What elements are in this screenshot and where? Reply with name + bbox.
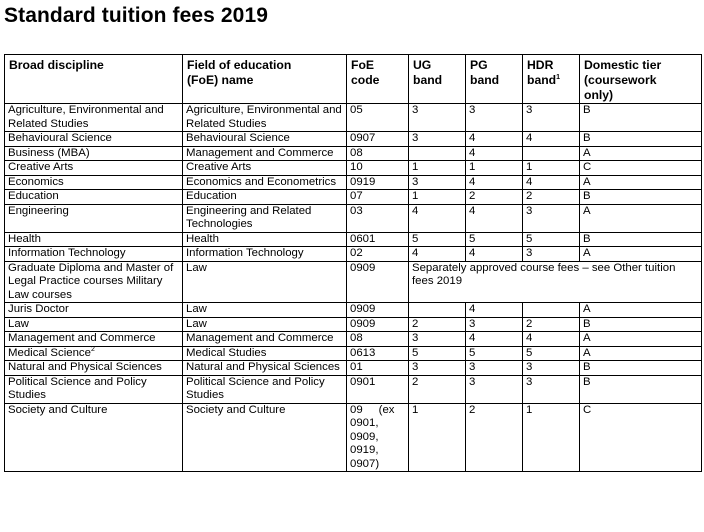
table-row (5, 104, 702, 132)
broad-discipline-cell (5, 247, 183, 262)
field-of-education-cell: Agriculture, Environmental and Related Studies (183, 104, 347, 132)
domestic-tier-cell: B (580, 361, 702, 376)
broad-discipline-text: Information Technology (8, 247, 126, 259)
table-body (5, 104, 702, 472)
table-row (5, 303, 702, 318)
field-of-education-cell: Engineering and Related Technologies (183, 204, 347, 232)
fees-table (4, 54, 702, 472)
table-row (5, 361, 702, 376)
broad-discipline-cell (5, 161, 183, 176)
broad-discipline-text: Society and Culture (8, 403, 108, 416)
broad-discipline-text: Business (MBA) (8, 146, 90, 159)
hdr-band-cell: 2 (523, 190, 580, 205)
broad-discipline-text: Law (8, 317, 29, 330)
broad-discipline-cell (5, 104, 183, 132)
domestic-tier-cell: A (580, 146, 702, 161)
header-foe-code: FoE code (347, 55, 409, 104)
table-row (5, 247, 702, 262)
broad-discipline-text: Graduate Diploma and Master of Legal Practice courses Military Law courses (8, 261, 174, 301)
field-of-education-cell: Political Science and Policy Studies (183, 375, 347, 403)
ug-band-cell: 4 (409, 247, 466, 262)
footnote-marker: 2 (90, 345, 95, 353)
field-of-education-cell: Economics and Econometrics (183, 175, 347, 190)
table-row (5, 204, 702, 232)
header-domestic-tier: Domestic tier (coursework only) (580, 55, 702, 104)
broad-discipline-cell (5, 190, 183, 205)
table-row (5, 332, 702, 347)
table-row (5, 161, 702, 176)
ug-band-cell: 3 (409, 104, 466, 132)
broad-discipline-text: Political Science and Policy Studies (8, 375, 147, 401)
foe-code-cell: 0909 (347, 317, 409, 332)
broad-discipline-text: Economics (8, 175, 64, 188)
domestic-tier-cell: C (580, 161, 702, 176)
domestic-tier-cell: A (580, 303, 702, 318)
domestic-tier-cell: A (580, 175, 702, 190)
broad-discipline-text: Behavioural Science (8, 132, 112, 144)
foe-code-cell (347, 403, 409, 472)
pg-band-cell: 3 (466, 317, 523, 332)
broad-discipline-text: Agriculture, Environmental and Related Studies (8, 104, 164, 130)
header-row (5, 55, 702, 104)
broad-discipline-cell (5, 332, 183, 347)
hdr-band-cell: 4 (523, 332, 580, 347)
hdr-band-cell: 3 (523, 104, 580, 132)
field-of-education-cell: Law (183, 261, 347, 303)
broad-discipline-cell (5, 375, 183, 403)
table-header (5, 55, 702, 104)
broad-discipline-cell (5, 361, 183, 376)
pg-band-cell: 4 (466, 146, 523, 161)
broad-discipline-text: Medical Science (8, 346, 91, 359)
field-of-education-cell: Health (183, 232, 347, 247)
broad-discipline-cell (5, 232, 183, 247)
foe-code-cell: 10 (347, 161, 409, 176)
ug-band-cell: 3 (409, 132, 466, 147)
foe-code-cell: 0909 (347, 261, 409, 303)
ug-band-cell: 1 (409, 190, 466, 205)
table-row (5, 146, 702, 161)
field-of-education-cell: Law (183, 303, 347, 318)
table-row (5, 317, 702, 332)
foe-code-part: 0907) (350, 457, 380, 470)
field-of-education-cell: Society and Culture (183, 403, 347, 472)
broad-discipline-cell (5, 303, 183, 318)
pg-band-cell: 4 (466, 175, 523, 190)
page-title: Standard tuition fees 2019 (4, 4, 269, 27)
header-hdr-band: HDR band$^1$ (523, 55, 580, 104)
hdr-band-cell (523, 146, 580, 161)
domestic-tier-cell: A (580, 346, 702, 361)
broad-discipline-cell (5, 146, 183, 161)
table-row (5, 175, 702, 190)
hdr-band-cell: 4 (523, 175, 580, 190)
broad-discipline-cell (5, 346, 183, 361)
ug-band-cell: 1 (409, 403, 466, 472)
domestic-tier-cell: A (580, 204, 702, 232)
broad-discipline-cell (5, 317, 183, 332)
field-of-education-cell: Information Technology (183, 247, 347, 262)
ug-band-cell: 2 (409, 375, 466, 403)
header-ug-band: UG band (409, 55, 466, 104)
table-row (5, 375, 702, 403)
domestic-tier-cell: A (580, 247, 702, 262)
table-row (5, 403, 702, 472)
ug-band-cell: 2 (409, 317, 466, 332)
foe-code-cell: 02 (347, 247, 409, 262)
foe-code-cell: 0601 (347, 232, 409, 247)
field-of-education-cell: Law (183, 317, 347, 332)
pg-band-cell: 1 (466, 161, 523, 176)
ug-band-cell: 1 (409, 161, 466, 176)
foe-code-part: (ex (378, 403, 395, 416)
pg-band-cell: 2 (466, 190, 523, 205)
domestic-tier-cell: B (580, 104, 702, 132)
foe-code-cell: 03 (347, 204, 409, 232)
broad-discipline-cell (5, 403, 183, 472)
hdr-band-cell (523, 303, 580, 318)
hdr-band-cell: 1 (523, 403, 580, 472)
footnote-marker: 1 (556, 73, 561, 81)
field-of-education-cell: Behavioural Science (183, 132, 347, 147)
ug-band-cell: 3 (409, 361, 466, 376)
table-row (5, 346, 702, 361)
foe-code-cell: 0909 (347, 303, 409, 318)
broad-discipline-text: Engineering (8, 204, 69, 217)
hdr-band-cell: 3 (523, 204, 580, 232)
pg-band-cell: 3 (466, 104, 523, 132)
hdr-band-cell: 1 (523, 161, 580, 176)
foe-code-cell: 07 (347, 190, 409, 205)
pg-band-cell: 3 (466, 375, 523, 403)
table-row (5, 132, 702, 147)
hdr-band-cell: 3 (523, 247, 580, 262)
broad-discipline-cell (5, 261, 183, 303)
domestic-tier-cell: B (580, 232, 702, 247)
foe-code-cell: 08 (347, 146, 409, 161)
hdr-band-cell: 2 (523, 317, 580, 332)
foe-code-part: 0909, (350, 430, 379, 443)
foe-code-cell: 01 (347, 361, 409, 376)
broad-discipline-cell (5, 132, 183, 147)
pg-band-cell: 4 (466, 132, 523, 147)
broad-discipline-cell (5, 175, 183, 190)
foe-code-cell: 08 (347, 332, 409, 347)
hdr-band-cell: 3 (523, 375, 580, 403)
pg-band-cell: 5 (466, 232, 523, 247)
table-row (5, 232, 702, 247)
hdr-band-cell: 5 (523, 346, 580, 361)
header-pg-band: PG band (466, 55, 523, 104)
ug-band-cell (409, 146, 466, 161)
header-field-of-education: Field of education (FoE) name (183, 55, 347, 104)
pg-band-cell: 5 (466, 346, 523, 361)
domestic-tier-cell: B (580, 375, 702, 403)
broad-discipline-text: Natural and Physical Sciences (8, 361, 162, 373)
broad-discipline-text: Juris Doctor (8, 303, 69, 315)
header-broad-discipline: Broad discipline (5, 55, 183, 104)
domestic-tier-cell: B (580, 190, 702, 205)
broad-discipline-text: Health (8, 232, 41, 245)
broad-discipline-text: Creative Arts (8, 161, 74, 173)
foe-code-cell: 0919 (347, 175, 409, 190)
domestic-tier-cell: B (580, 132, 702, 147)
fee-note-cell: Separately approved course fees – see Other tuition fees 2019 (409, 261, 702, 303)
foe-code-cell: 0907 (347, 132, 409, 147)
ug-band-cell: 5 (409, 346, 466, 361)
broad-discipline-cell (5, 204, 183, 232)
domestic-tier-cell: B (580, 317, 702, 332)
field-of-education-cell: Creative Arts (183, 161, 347, 176)
hdr-band-cell: 4 (523, 132, 580, 147)
pg-band-cell: 4 (466, 303, 523, 318)
broad-discipline-text: Management and Commerce (8, 332, 156, 344)
foe-code-cell: 0901 (347, 375, 409, 403)
ug-band-cell (409, 303, 466, 318)
broad-discipline-text: Education (8, 190, 59, 202)
hdr-band-cell: 3 (523, 361, 580, 376)
hdr-band-cell: 5 (523, 232, 580, 247)
field-of-education-cell: Management and Commerce (183, 332, 347, 347)
field-of-education-cell: Education (183, 190, 347, 205)
foe-code-part: 09 (350, 403, 363, 416)
ug-band-cell: 4 (409, 204, 466, 232)
ug-band-cell: 5 (409, 232, 466, 247)
domestic-tier-cell: A (580, 332, 702, 347)
pg-band-cell: 3 (466, 361, 523, 376)
pg-band-cell: 2 (466, 403, 523, 472)
pg-band-cell: 4 (466, 332, 523, 347)
ug-band-cell: 3 (409, 332, 466, 347)
domestic-tier-cell: C (580, 403, 702, 472)
field-of-education-cell: Medical Studies (183, 346, 347, 361)
table-row (5, 261, 702, 303)
foe-code-part: 0919, (350, 444, 379, 456)
foe-code-cell: 0613 (347, 346, 409, 361)
pg-band-cell: 4 (466, 247, 523, 262)
field-of-education-cell: Natural and Physical Sciences (183, 361, 347, 376)
ug-band-cell: 3 (409, 175, 466, 190)
table-row (5, 190, 702, 205)
foe-code-part: 0901, (350, 417, 379, 429)
pg-band-cell: 4 (466, 204, 523, 232)
field-of-education-cell: Management and Commerce (183, 146, 347, 161)
foe-code-cell: 05 (347, 104, 409, 132)
